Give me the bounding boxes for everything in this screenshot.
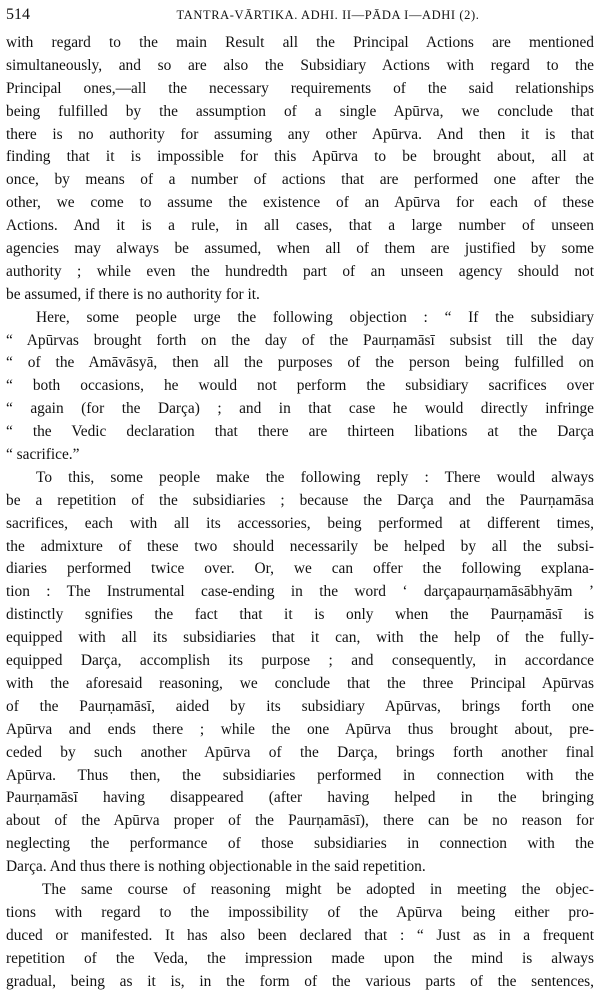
- text-line: authority ; while even the hundredth part of an unseen agency should not: [6, 262, 594, 280]
- text-line: “ of the Amāvāsyā, then all the purposes of the person being fulfilled on: [6, 354, 594, 372]
- text-line: distinctly sgnifies the fact that it is only when the Paurṇamāsī is: [6, 606, 594, 624]
- text-line: Apūrva and ends there ; while the one Apūrva thus brought about, pre-: [6, 720, 594, 738]
- text-line: Actions. And it is a rule, in all cases, that a large number of unseen: [6, 217, 594, 235]
- text-line: Principal ones,—all the necessary requirements of the said relationships: [6, 79, 594, 97]
- text-line: sacrifices, each with all its accessories, being performed at different times,: [6, 514, 594, 532]
- text-line: with regard to the main Result all the Principal Actions are mentioned: [6, 34, 594, 51]
- text-line: the admixture of these two should necessarily be helped by all the subsi-: [6, 537, 594, 555]
- text-line: “ the Vedic declaration that there are thirteen libations at the Darça: [6, 423, 594, 441]
- text-line: equipped with all its subsidiaries that it can, with the help of the fully-: [6, 629, 594, 647]
- text-line: “ Apūrvas brought forth on the day of the Paurṇamāsī subsist till the day: [6, 331, 594, 349]
- text-line: simultaneously, and so are also the Subsidiary Actions with regard to the: [6, 56, 594, 74]
- text-line: once, by means of a number of actions that are performed one after the: [6, 171, 594, 189]
- text-line: other, we come to assume the existence of an Apūrva for each of these: [6, 194, 594, 212]
- text-line: be a repetition of the subsidiaries ; because the Darça and the Paurṇamāsa: [6, 491, 594, 509]
- text-line: To this, some people make the following reply : There would always: [36, 468, 594, 486]
- text-line: diaries performed twice over. Or, we can offer the following explana-: [6, 560, 594, 578]
- text-line: ceded by such another Apūrva of the Darça, brings forth another final: [6, 743, 594, 761]
- text-line: tion : The Instrumental case-ending in the word ‘ darçapaurṇamāsābhyām ’: [6, 583, 594, 601]
- text-line: equipped Darça, accomplish its purpose ; and consequently, in accordance: [6, 652, 594, 670]
- running-head: TANTRA-VĀRTIKA. ADHI. II—PĀDA I—ADHI (2).: [176, 8, 480, 22]
- text-line: agencies may always be assumed, when all of them are justified by some: [6, 240, 594, 258]
- text-line: duced or manifested. It has also been declared that : “ Just as in a frequent: [6, 926, 594, 944]
- page-number: 514: [6, 6, 30, 23]
- text-line: neglecting the performance of those subsidiaries in connection with the: [6, 835, 594, 853]
- text-line: be assumed, if there is no authority for it.: [6, 285, 260, 303]
- text-line: “ again (for the Darça) ; and in that case he would directly infringe: [6, 400, 594, 418]
- text-line: about of the Apūrva proper of the Paurṇamāsī), there can be no reason for: [6, 812, 594, 830]
- text-line: “ sacrifice.”: [6, 446, 80, 464]
- page-header: [6, 0, 600, 30]
- text-line: tions with regard to the impossibility of the Apūrva being either pro-: [6, 903, 594, 921]
- text-line: Darça. And thus there is nothing objectionable in the said repetition.: [6, 858, 426, 876]
- text-line: gradual, being as it is, in the form of the various parts of the sentences,: [6, 972, 594, 990]
- text-line: with the aforesaid reasoning, we conclude that the three Principal Apūrvas: [6, 674, 594, 692]
- text-line: Paurṇamāsī having disappeared (after having helped in the bringing: [6, 789, 594, 807]
- text-line: “ both occasions, he would not perform the subsidiary sacrifices over: [6, 377, 594, 395]
- text-line: being fulfilled by the assumption of a single Apūrva, we conclude that: [6, 102, 594, 120]
- text-line: there is no authority for assuming any other Apūrva. And then it is that: [6, 125, 594, 143]
- text-line: repetition of the Veda, the impression made upon the mind is always: [6, 949, 594, 967]
- text-line: finding that it is impossible for this Apūrva to be brought about, all at: [6, 148, 594, 166]
- text-line: Apūrva. Thus then, the subsidiaries performed in connection with the: [6, 766, 594, 784]
- text-line: The same course of reasoning might be adopted in meeting the objec-: [42, 880, 594, 898]
- body-text: [6, 32, 600, 993]
- text-line: Here, some people urge the following objection : “ If the subsidiary: [36, 308, 594, 326]
- text-line: of the Paurṇamāsī, aided by its subsidiary Apūrvas, brings forth one: [6, 697, 594, 715]
